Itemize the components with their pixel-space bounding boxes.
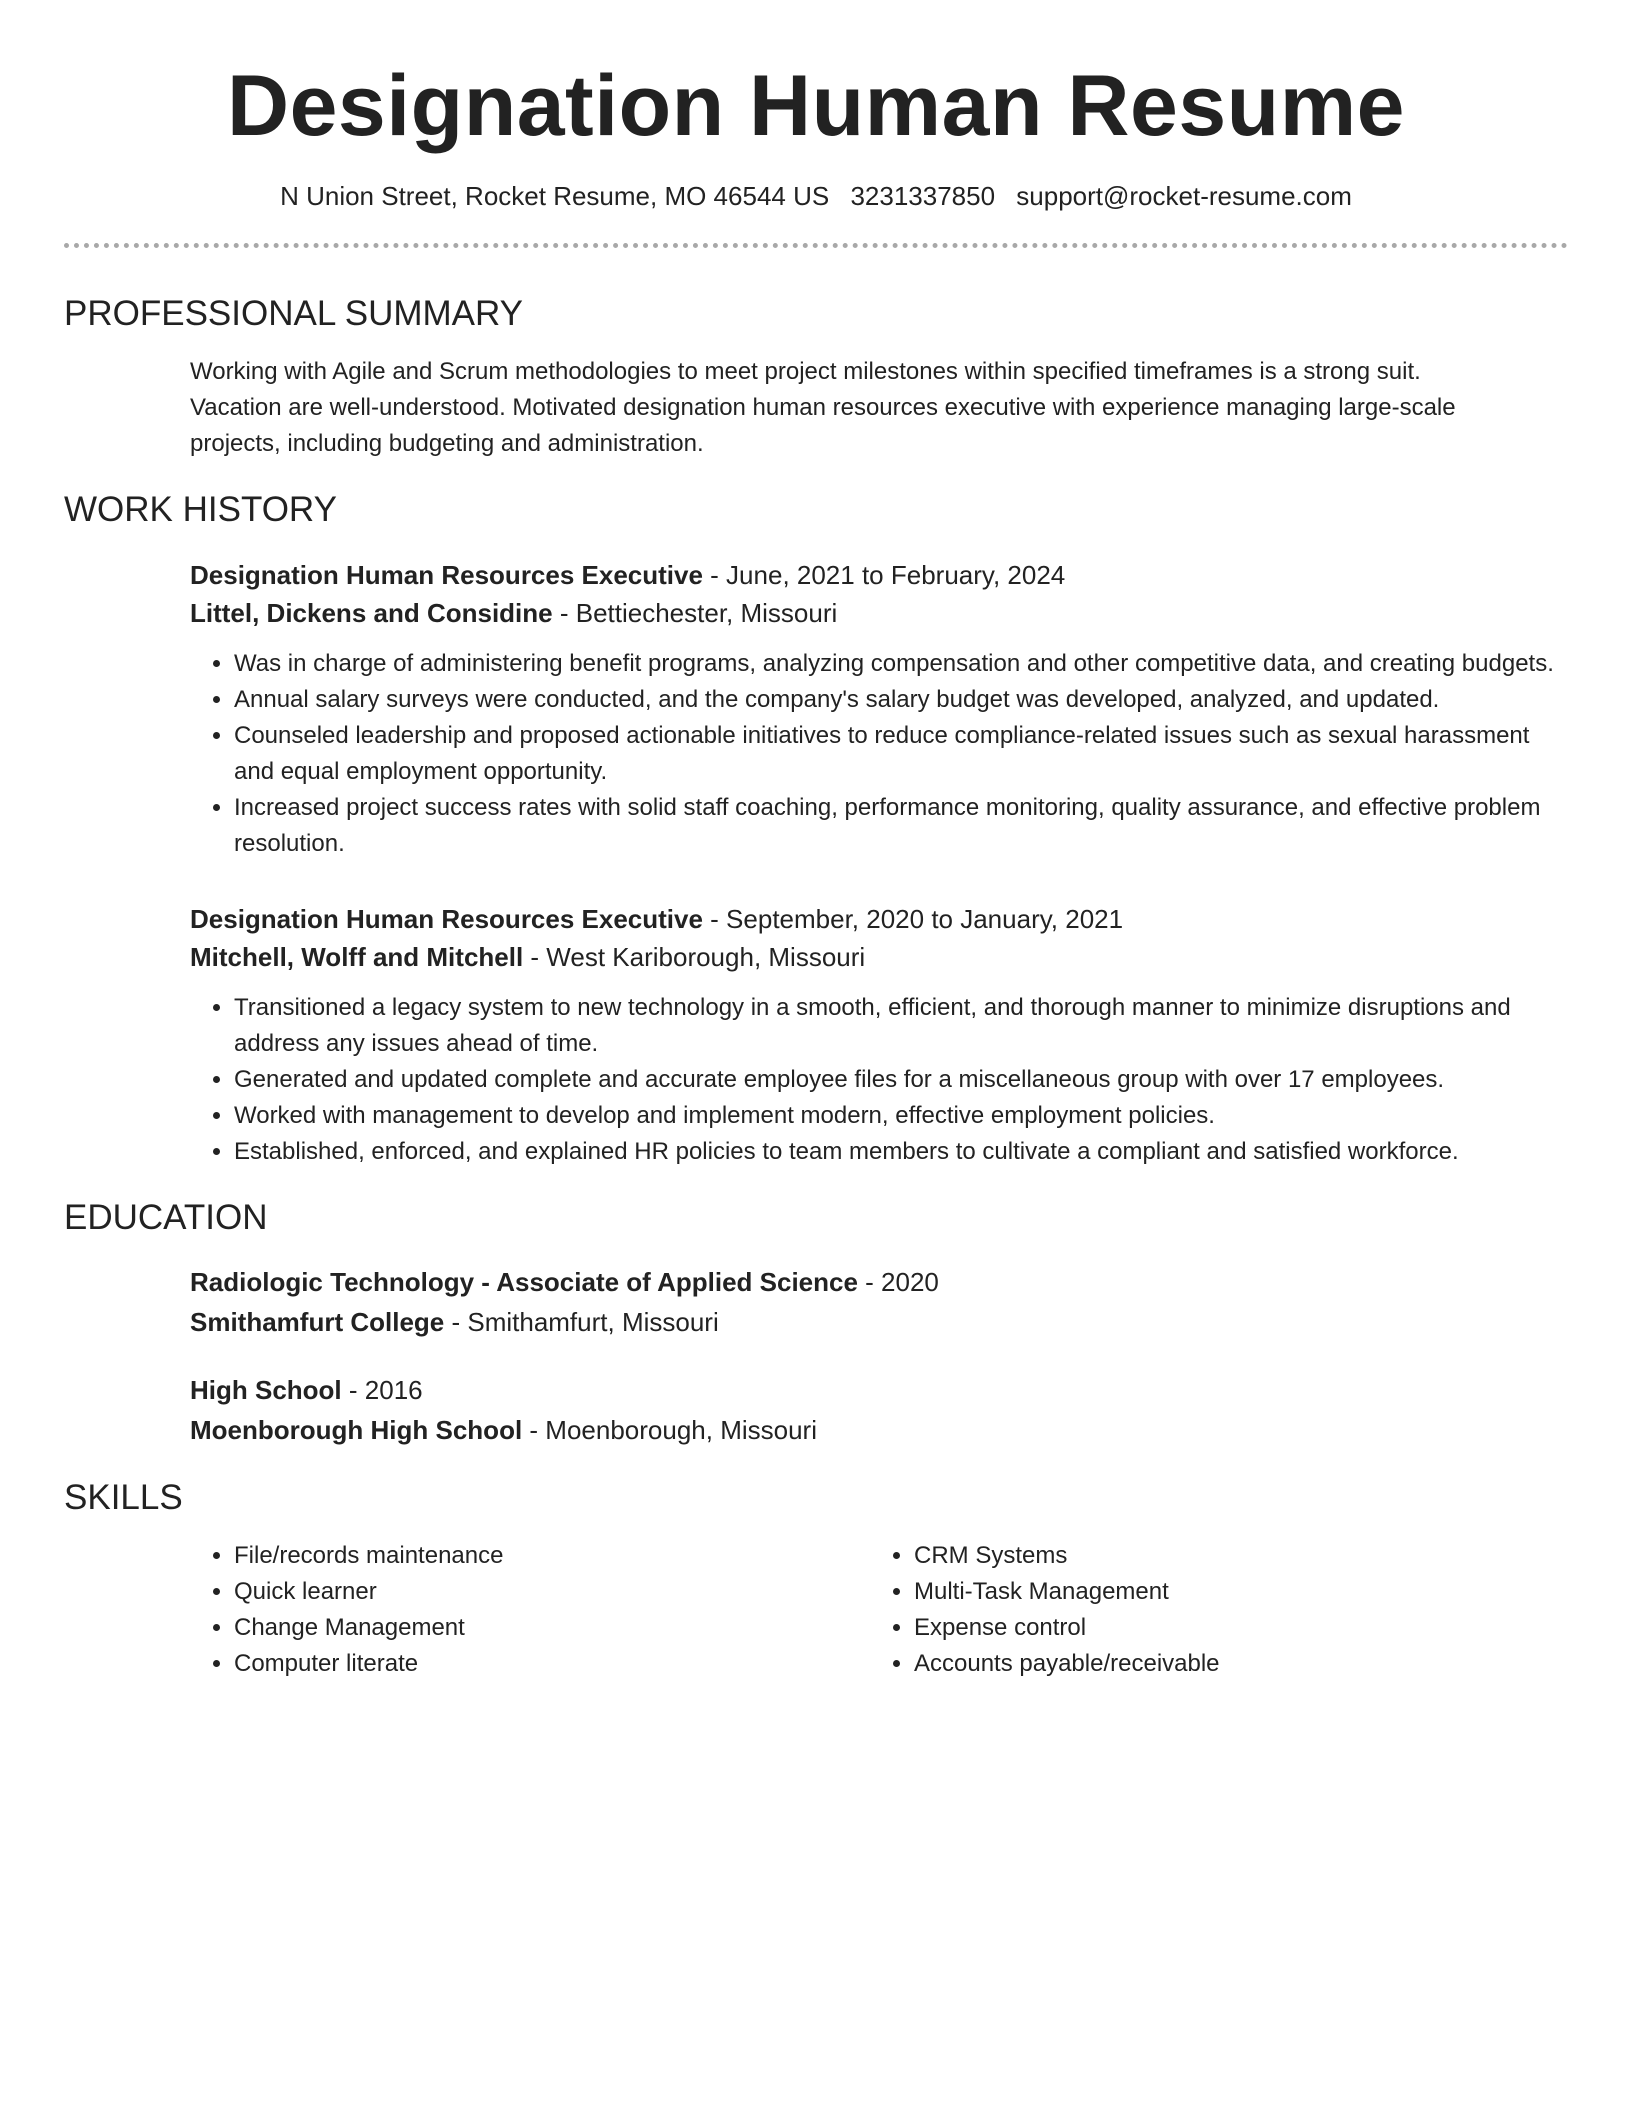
job-duty: • Generated and updated complete and accurate employee files for a miscellaneous group with over 17 employees. [234,1062,1568,1098]
summary-heading: PROFESSIONAL SUMMARY [64,294,523,333]
work-history-list [190,556,1568,1170]
education-entry [190,1370,1568,1450]
job-duty: • Worked with management to develop and implement modern, effective employment policies. [234,1098,1568,1134]
education-degree-line [190,1370,1568,1410]
skills-column-left [190,1538,870,1682]
education-school: Smithamfurt College [190,1307,445,1337]
job-title-line [190,556,1568,594]
job-dates: - June, 2021 to February, 2024 [702,560,1066,590]
work-history-heading: WORK HISTORY [64,490,337,529]
skills-column-right [870,1538,1550,1682]
education-school-line [190,1410,1568,1450]
education-degree: Radiologic Technology - Associate of Applied Science [190,1267,858,1297]
job-duties [190,990,1568,1170]
education-year: - 2016 [341,1375,423,1405]
skill-item: • Computer literate [234,1646,870,1682]
job-entry [190,900,1568,1170]
resume-name: Designation Human Resume [227,58,1405,154]
job-duty: • Increased project success rates with solid staff coaching, performance monitoring, quality assurance, and effective problem resolution. [234,790,1568,862]
education-location: - Smithamfurt, Missouri [444,1307,719,1337]
job-position: Designation Human Resources Executive [190,560,703,590]
education-degree-line [190,1262,1568,1302]
job-duty: • Counseled leadership and proposed actionable initiatives to reduce compliance-related issues such as sexual harassment and equal employment opportunity. [234,718,1568,790]
contact-phone: 3231337850 [850,181,996,211]
education-location: - Moenborough, Missouri [522,1415,817,1445]
job-company: Littel, Dickens and Considine [190,598,553,628]
education-entry [190,1262,1568,1342]
skill-item: • Expense control [914,1610,1550,1646]
job-company-line [190,938,1568,976]
job-location: - Bettiechester, Missouri [552,598,838,628]
job-company-line [190,594,1568,632]
contact-line [64,179,1568,213]
skill-item: • File/records maintenance [234,1538,870,1574]
job-company: Mitchell, Wolff and Mitchell [190,942,524,972]
skills-heading: SKILLS [64,1478,183,1517]
skill-item: • CRM Systems [914,1538,1550,1574]
job-entry [190,556,1568,862]
summary-text: Working with Agile and Scrum methodologies to meet project milestones within specified timeframes is a strong suit. Vacation are well-understood. Motivated designation human resources executive with experience managing large-scale projects, including budgeting and administration. [190,358,1456,457]
skill-item: • Quick learner [234,1574,870,1610]
job-duty: • Established, enforced, and explained HR policies to team members to cultivate a compliant and satisfied workforce. [234,1134,1568,1170]
skills-grid [190,1538,1568,1682]
education-degree: High School [190,1375,342,1405]
resume-header [64,58,1568,213]
job-title-line [190,900,1568,938]
job-duty: • Transitioned a legacy system to new technology in a smooth, efficient, and thorough manner to minimize disruptions and address any issues ahead of time. [234,990,1568,1062]
skill-item: • Multi-Task Management [914,1574,1550,1610]
job-duties [190,646,1568,862]
job-duty: • Annual salary surveys were conducted, and the company's salary budget was developed, analyzed, and updated. [234,682,1568,718]
contact-email: support@rocket-resume.com [1016,181,1352,211]
education-year: - 2020 [857,1267,939,1297]
job-location: - West Kariborough, Missouri [523,942,866,972]
education-heading: EDUCATION [64,1198,268,1237]
job-dates: - September, 2020 to January, 2021 [702,904,1124,934]
header-divider [64,243,1568,248]
job-duty: • Was in charge of administering benefit programs, analyzing compensation and other competitive data, and creating budgets. [234,646,1568,682]
education-school-line [190,1302,1568,1342]
skill-item: • Change Management [234,1610,870,1646]
education-list [190,1262,1568,1450]
skill-item: • Accounts payable/receivable [914,1646,1550,1682]
education-school: Moenborough High School [190,1415,523,1445]
contact-address: N Union Street, Rocket Resume, MO 46544 US [280,181,830,211]
resume-page [64,0,1568,1682]
job-position: Designation Human Resources Executive [190,904,703,934]
